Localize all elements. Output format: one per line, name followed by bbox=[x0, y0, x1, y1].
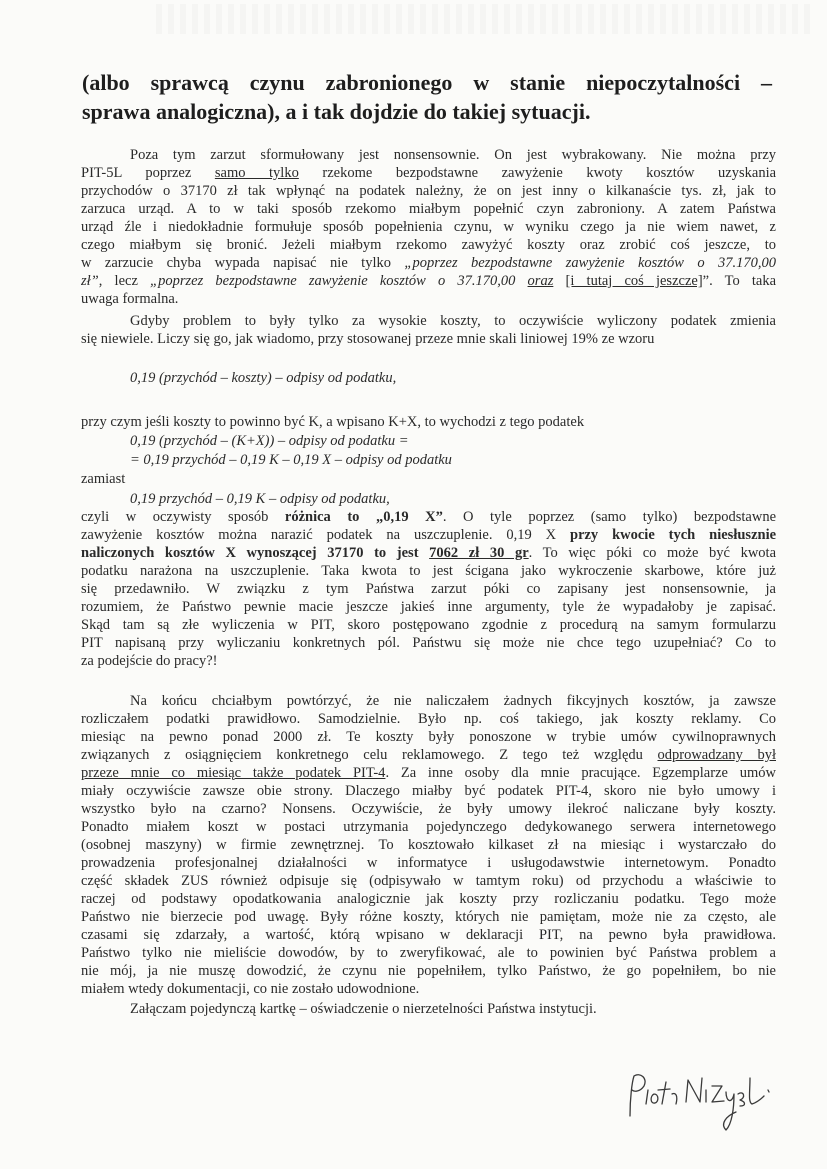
text-run: związanych z osiągnięciem konkretnego celu reklamowego. Z tego też względu bbox=[81, 747, 643, 763]
underlined-text: przeze mnie co miesiąc także podatek PIT-4 bbox=[81, 765, 386, 781]
paragraph-line: (osobnej maszyny) w firmie zewnętrznej. To kosztowało kilkaset zł na miesiąc i wystarczało do bbox=[81, 837, 776, 853]
text-run: . To więc póki co może być kwota bbox=[528, 545, 776, 561]
underlined-text: samo tylko bbox=[214, 165, 299, 181]
text-run: . Za inne osoby dla mnie pracujące. Egzemplarze umów bbox=[385, 765, 776, 781]
formula-line: = 0,19 przychód – 0,19 K – 0,19 X – odpisy od podatku bbox=[130, 452, 452, 468]
paragraph-line: za podejście do pracy?! bbox=[81, 653, 218, 669]
formula-line: 0,19 (przychód – (K+X)) – odpisy od podatku = bbox=[130, 433, 409, 449]
paragraph-line: przy czym jeśli koszty to powinno być K, a wpisano K+X, to wychodzi z tego podatek bbox=[81, 414, 585, 430]
paragraph-line: raczej od podstawy opodatkowania analogicznie jak koszty przy rozliczaniu podatku. Tego może bbox=[81, 891, 776, 907]
paragraph-line: nie mój, ja nie muszę dowodzić, że czynu nie popełniłem, tylko Państwo, że go popełniłem, bo nie bbox=[81, 963, 776, 979]
paragraph-line: zarzuca urząd. A to w taki sposób rzekomo miałbym popełnić czyn zabroniony. A zatem Państwa bbox=[81, 201, 776, 217]
paragraph-line: wszystko było na czarno? Nonsens. Oczywiście, że były umowy ilekroć naliczane były koszty. bbox=[81, 801, 776, 817]
paragraph-line: podatku narażona na uszczuplenie. Taka kwota to jest ścigana jako wykroczenie skarbowe, które już bbox=[81, 563, 776, 579]
heading-line: (albo sprawcą czynu zabronionego w stanie niepoczytalności – bbox=[82, 70, 772, 95]
section-heading bbox=[82, 68, 772, 126]
formula-line: 0,19 przychód – 0,19 K – odpisy od podatku, bbox=[130, 491, 390, 507]
paragraph-line: Na końcu chciałbym powtórzyć, że nie naliczałem żadnych fikcyjnych kosztów, ja zawsze bbox=[130, 693, 776, 709]
paragraph-line: Państwo nie bierzecie pod uwagę. Były różne koszty, których nie pamiętam, może nie za często, ale bbox=[81, 909, 776, 925]
bold-text: niesłusznie bbox=[709, 527, 776, 543]
underlined-italic: oraz bbox=[527, 273, 554, 289]
text-run: rzekome bezpodstawne zawyżenie kwoty kosztów uzyskania bbox=[322, 165, 776, 181]
paragraph-line bbox=[81, 272, 776, 290]
text-run: zawyżenie kosztów można narazić podatek na uszczuplenie. 0,19 X bbox=[81, 527, 557, 543]
paragraph-line: uwaga formalna. bbox=[81, 291, 179, 307]
paragraph-line bbox=[81, 508, 776, 526]
bleed-through-text bbox=[150, 4, 810, 34]
paragraph-line: przychodów o 37170 zł tak wpłynąć na podatek należny, że on jest inny o kilkanaście tys. zł, jak to bbox=[81, 183, 776, 199]
handwritten-signature bbox=[622, 1068, 772, 1138]
text-run: czyli w oczywisty sposób bbox=[81, 509, 269, 525]
heading-line: sprawa analogiczna), a i tak dojdzie do takiej sytuacji. bbox=[82, 99, 591, 124]
paragraph-line bbox=[81, 746, 776, 764]
text-run: PIT-5L poprzez bbox=[81, 165, 192, 181]
formula-line: 0,19 (przychód – koszty) – odpisy od podatku, bbox=[130, 370, 397, 386]
paragraph-line: Poza tym zarzut sformułowany jest nonsensownie. On jest wybrakowany. Nie można przy bbox=[130, 147, 776, 163]
paragraph-line: Ponadto miałem koszt w postaci utrzymania pojedynczego dedykowanego serwera internetowego bbox=[81, 819, 776, 835]
quoted-italic: zł” bbox=[81, 273, 99, 289]
paragraph-line: miały oczywiście zawsze obie strony. Dlaczego miałby być podatek PIT-4, skoro nie było umowy i bbox=[81, 783, 776, 799]
paragraph-line: Załączam pojedynczą kartkę – oświadczenie o nierzetelności Państwa instytucji. bbox=[130, 1001, 597, 1017]
quoted-italic: „poprzez bezpodstawne zawyżenie kosztów o 37.170,00 bbox=[150, 273, 516, 289]
bold-text: naliczonych kosztów X wynoszącej 37170 to jest bbox=[81, 545, 419, 561]
paragraph-line: część składek ZUS również odpisuje się (odpisywało w tamtym roku) od przychodu a właściwie to bbox=[81, 873, 776, 889]
text-run: w zarzucie chyba wypada napisać nie tylko bbox=[81, 255, 391, 271]
quoted-italic: „poprzez bezpodstawne zawyżenie kosztów o 37.170,00 bbox=[404, 255, 776, 271]
paragraph-line: prowadzenia profesjonalnej działalności w informatyce i usługodawstwie internetowym. Ponadto bbox=[81, 855, 776, 871]
paragraph-line bbox=[81, 164, 776, 182]
bold-text: różnica to „0,19 X” bbox=[284, 509, 443, 525]
paragraph-line: PIT napisaną przy wyliczaniu konkretnych pól. Państwu się może nie chce tego uzupełniać? Co to bbox=[81, 635, 776, 651]
paragraph-line: rozliczałem podatki prawidłowo. Samodzielnie. Było np. coś takiego, jak koszty reklamy. Co bbox=[81, 711, 776, 727]
paragraph-line: urząd źle i niedokładnie formułuje sposób popełnienia czynu, w wyniku czego ja nie wiem nawet, z bbox=[81, 219, 776, 235]
text-run: ”. To taka bbox=[702, 273, 776, 289]
paragraph-line bbox=[81, 526, 776, 544]
text-run: . O tyle poprzez (samo tylko) bezpodstawne bbox=[442, 509, 776, 525]
paragraph-line bbox=[81, 544, 776, 562]
paragraph-line: rozumiem, że Państwo pewnie macie jeszcze jakieś inne argumenty, tyle że wypadałoby je zapisać. bbox=[81, 599, 776, 615]
paragraph-line: czego miałbym się bronić. Jeżeli miałbym rzekomo zawyżyć koszty oraz zrobić coś jeszcze, to bbox=[81, 237, 776, 253]
paragraph-line: miesiąc na pewno ponad 2000 zł. Te koszty były ponoszone w trybie umów cywilnoprawnych bbox=[81, 729, 776, 745]
underlined-bracket: [i tutaj coś jeszcze] bbox=[565, 273, 703, 289]
paragraph-line: się niewiele. Liczy się go, jak wiadomo, przy stosowanej przeze mnie skali liniowej 19% ze wzoru bbox=[81, 331, 655, 347]
paragraph-line: miałem wtedy dokumentacji, co nie zostało udowodnione. bbox=[81, 981, 420, 997]
paragraph-line: Państwo tylko nie mieliście dowodów, by to zweryfikować, ale to powinien być Państwa problem a bbox=[81, 945, 776, 961]
paragraph-line: Skąd tam są złe wyliczenia w PIT, skoro postępowano zgodnie z procedurą na samym formularzu bbox=[81, 617, 776, 633]
paragraph-line: czasami się zdarzały, a wartość, którą wpisano w deklaracji PIT, na pewno była prawidłowa. bbox=[81, 927, 776, 943]
bold-text: przy kwocie tych bbox=[570, 527, 696, 543]
text-run: , lecz bbox=[98, 273, 138, 289]
paragraph-line: zamiast bbox=[81, 471, 126, 487]
paragraph-line bbox=[81, 254, 776, 272]
underlined-bold-amount: 7062 zł 30 gr bbox=[429, 545, 529, 561]
paragraph-line: Gdyby problem to były tylko za wysokie koszty, to oczywiście wyliczony podatek zmienia bbox=[130, 313, 776, 329]
paragraph-line: się przedawniło. W związku z tym Państwa zarzut póki co zapisany jest nonsensownie, ja bbox=[81, 581, 776, 597]
underlined-text: odprowadzany był bbox=[657, 747, 776, 763]
paragraph-line bbox=[81, 764, 776, 782]
